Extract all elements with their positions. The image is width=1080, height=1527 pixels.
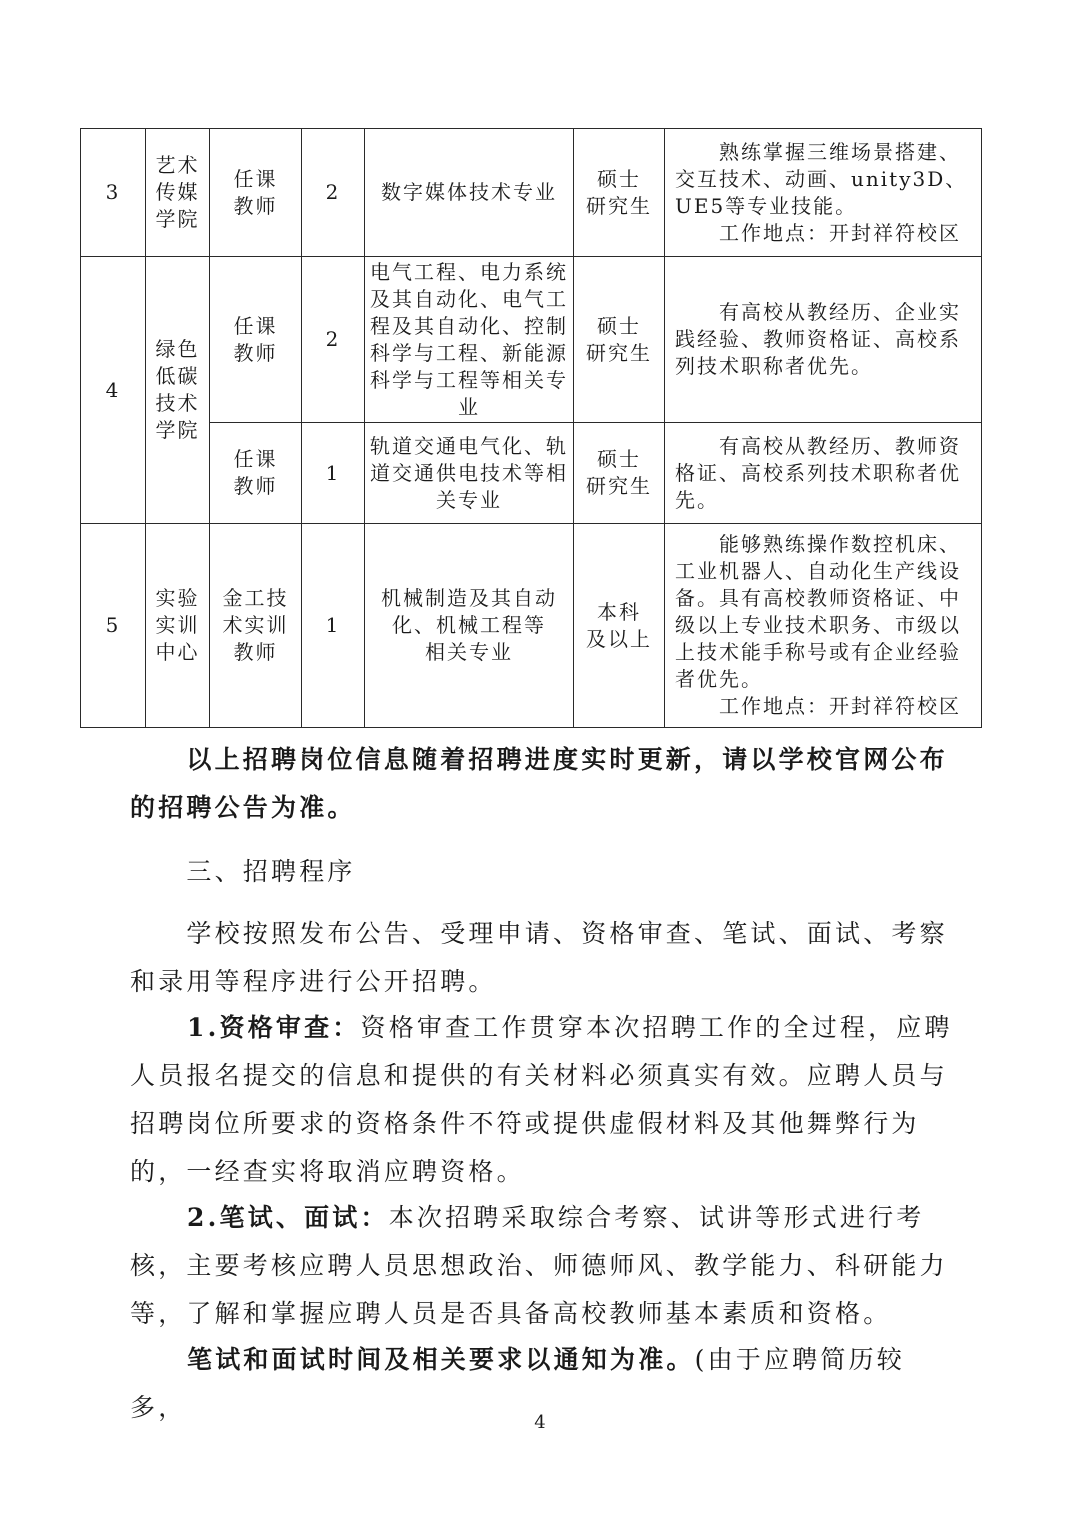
count-cell: 2: [302, 257, 365, 423]
position-cell: 金工技 术实训 教师: [210, 524, 302, 728]
position-cell: 任课 教师: [210, 257, 302, 423]
step-label: 1.资格审查：: [187, 1013, 361, 1042]
closing-text: (由于应聘简历较多，: [130, 1345, 905, 1422]
procedure-intro: 学校按照发布公告、受理申请、资格审查、笔试、面试、考察和录用等程序进行公开招聘。: [130, 919, 948, 996]
page-number: 4: [534, 1412, 546, 1433]
section-heading: 三、招聘程序: [130, 857, 356, 886]
count-cell: 1: [302, 524, 365, 728]
college-cell: 实验 实训 中心: [146, 524, 210, 728]
education-cell: 硕士 研究生: [574, 257, 665, 423]
step-exam-interview: [130, 1194, 955, 1338]
row-number: 4: [81, 257, 146, 524]
requirements-cell: 熟练掌握三维场景搭建、交互技术、动画、unity3D、UE5等专业技能。 工作地点：开封祥符校区: [665, 129, 982, 257]
major-cell: 电气工程、电力系统及其自动化、电气工程及其自动化、控制科学与工程、新能源科学与工程等相关专业: [365, 257, 574, 423]
college-cell: 绿色 低碳 技术 学院: [146, 257, 210, 524]
position-cell: 任课 教师: [210, 129, 302, 257]
count-cell: 1: [302, 423, 365, 524]
step-text: 本次招聘采取综合考察、试讲等形式进行考核，主要考核应聘人员思想政治、师德师风、教学能力、科研能力等，了解和掌握应聘人员是否具备高校教师基本素质和资格。: [130, 1203, 948, 1328]
table-row: [81, 524, 982, 728]
step-qualification-review: [130, 1004, 955, 1196]
requirements-cell: 有高校从教经历、企业实践经验、教师资格证、高校系列技术职称者优先。: [665, 257, 982, 423]
requirements-cell: 有高校从教经历、教师资格证、高校系列技术职称者优先。: [665, 423, 982, 524]
table-row: [81, 423, 982, 524]
recruitment-table: [80, 128, 982, 728]
closing-bold: 笔试和面试时间及相关要求以通知为准。: [187, 1345, 695, 1374]
major-cell: 轨道交通电气化、轨道交通供电技术等相关专业: [365, 423, 574, 524]
major-cell: 数字媒体技术专业: [365, 129, 574, 257]
position-cell: 任课 教师: [210, 423, 302, 524]
education-cell: 硕士 研究生: [574, 129, 665, 257]
education-cell: 本科 及以上: [574, 524, 665, 728]
step-text: 资格审查工作贯穿本次招聘工作的全过程，应聘人员报名提交的信息和提供的有关材料必须真实有效。应聘人员与招聘岗位所要求的资格条件不符或提供虚假材料及其他舞弊行为的，一经查实将取消应聘资格。: [130, 1013, 953, 1186]
requirements-cell: 能够熟练操作数控机床、工业机器人、自动化生产线设备。具有高校教师资格证、中级以上专业技术职务、市级以上技术能手称号或有企业经验者优先。 工作地点：开封祥符校区: [665, 524, 982, 728]
table-row: [81, 129, 982, 257]
step-label: 2.笔试、面试：: [187, 1203, 389, 1232]
major-cell: 机械制造及其自动化、机械工程等 相关专业: [365, 524, 574, 728]
table-row: [81, 257, 982, 423]
college-cell: 艺术 传媒 学院: [146, 129, 210, 257]
row-number: 5: [81, 524, 146, 728]
count-cell: 2: [302, 129, 365, 257]
update-notice: 以上招聘岗位信息随着招聘进度实时更新，请以学校官网公布的招聘公告为准。: [130, 745, 948, 822]
row-number: 3: [81, 129, 146, 257]
education-cell: 硕士 研究生: [574, 423, 665, 524]
